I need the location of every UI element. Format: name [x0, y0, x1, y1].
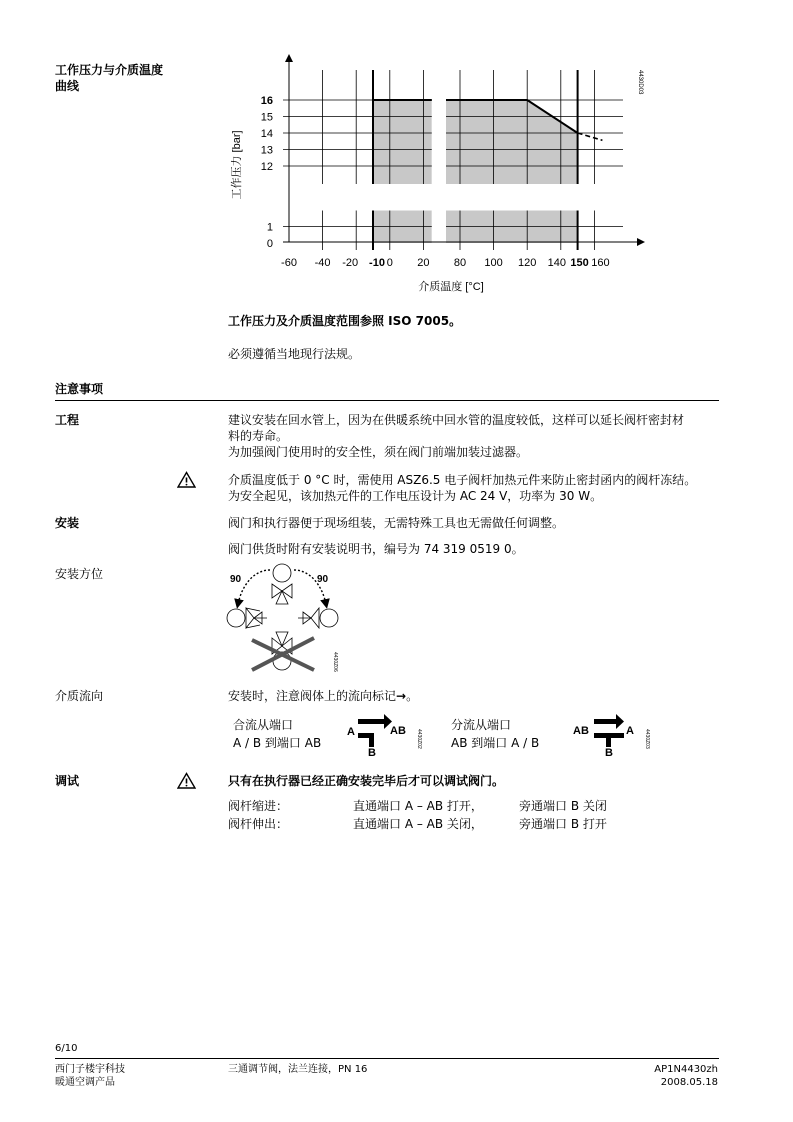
- flow-intro-tail: 。: [406, 689, 419, 703]
- regulation-note: 必须遵循当地现行法规。: [228, 347, 361, 361]
- valve-actuator-top: [273, 564, 291, 582]
- diverting-flow-diagram: [572, 711, 654, 759]
- x-tick--40: -40: [314, 257, 331, 269]
- x-tick-100: 100: [484, 257, 503, 269]
- engineering-warning-line1: 介质温度低于 0 °C 时，需使用 ASZ6.5 电子阀杆加热元件来防止密封函内的阀杆冻结。: [228, 473, 697, 487]
- x-tick-20: 20: [417, 257, 430, 269]
- commissioning-label: 调试: [55, 774, 80, 788]
- orientation-code: 4430Z06: [332, 652, 338, 672]
- diverting-desc: AB 到端口 A / B: [451, 736, 540, 750]
- diverting-arrowhead: [616, 714, 624, 729]
- mixing-desc: A / B 到端口 AB: [233, 736, 322, 750]
- y-tick-1: 1: [266, 221, 273, 234]
- engineering-warning: [228, 472, 723, 504]
- chart-shaded-area: [373, 100, 578, 243]
- engineering-para2: 为加强阀门使用时的安全性，须在阀门前端加装过滤器。: [228, 445, 529, 459]
- engineering-para1-line1: 建议安装在回水管上，因为在供暖系统中回水管的温度较低，这样可以延长阀杆密封材: [228, 413, 685, 427]
- commissioning-row1-c3: 旁通端口 B 关闭: [519, 799, 607, 813]
- engineering-text: [228, 412, 723, 460]
- installation-line1: 阀门和执行器便于现场组装，无需特殊工具也无需做任何调整。: [228, 516, 565, 530]
- x-axis-label: 介质温度 [°C]: [418, 281, 484, 293]
- diverting-pipe-branch: [594, 733, 624, 747]
- x-axis-break: [432, 64, 446, 254]
- x-tick-120: 120: [518, 257, 537, 269]
- valve-body-top: [272, 584, 292, 604]
- pressure-temperature-chart: [225, 50, 665, 300]
- mixing-port-ab: AB: [390, 725, 406, 737]
- chart-code: 4430D03: [637, 70, 643, 95]
- diverting-port-ab: AB: [573, 725, 589, 737]
- y-tick-13: 13: [260, 144, 273, 157]
- mixing-pipe-upper: [358, 719, 384, 724]
- x-tick-160: 160: [591, 257, 610, 269]
- footer-doc-id: AP1N4430zh: [654, 1064, 718, 1075]
- y-tick-0: 0: [266, 238, 273, 250]
- mixing-port-b: B: [368, 747, 376, 759]
- valve-actuator-right: [320, 609, 338, 627]
- footer-company: [55, 1063, 125, 1089]
- footer-product: 三通调节阀，法兰连接，PN 16: [228, 1064, 368, 1075]
- flow-intro: [228, 688, 723, 704]
- x-tick-0: 0: [386, 257, 393, 269]
- chart-section-title: [55, 62, 163, 94]
- commissioning-warning: 只有在执行器已经正确安装完毕后才可以调试阀门。: [228, 774, 505, 788]
- x-tick--60: -60: [281, 257, 297, 269]
- series-line-dashed: [578, 133, 603, 140]
- notes-divider: [55, 400, 719, 401]
- commissioning-row1-c1: 阀杆缩进：: [228, 799, 289, 813]
- notes-heading: 注意事项: [55, 382, 104, 396]
- diverting-port-b: B: [605, 747, 613, 759]
- y-axis-label: 工作压力 [bar]: [231, 130, 243, 200]
- iso-note: 工作压力及介质温度范围参照 ISO 7005。: [228, 314, 462, 328]
- y-tick-14: 14: [260, 128, 273, 140]
- mixing-title: 合流从端口: [233, 718, 294, 732]
- flow-arrow-icon: →: [396, 689, 407, 703]
- footer-company-line2: 暖通空调产品: [55, 1077, 115, 1088]
- page-number: 6/10: [55, 1043, 78, 1054]
- diverting-block: [451, 717, 539, 751]
- footer-date: 2008.05.18: [660, 1077, 718, 1088]
- valve-body-left: [246, 608, 267, 628]
- chart-title-line1: 工作压力与介质温度: [55, 63, 164, 77]
- footer-divider: [55, 1058, 719, 1059]
- footer-doc-info: [560, 1063, 718, 1089]
- valve-actuator-left: [227, 609, 245, 627]
- mixing-port-a: A: [347, 726, 355, 738]
- warning-icon: [177, 471, 196, 488]
- flow-label: 介质流向: [55, 689, 104, 703]
- rotation-arc-left: [238, 570, 270, 604]
- installation-line2: 阀门供货时附有安装说明书，编号为 74 319 0519 0。: [228, 542, 524, 556]
- mixing-pipe-branch: [358, 733, 374, 747]
- y-tick-16: 16: [260, 95, 273, 107]
- engineering-warning-line2: 为安全起见，该加热元件的工作电压设计为 AC 24 V，功率为 30 W。: [228, 489, 603, 503]
- commissioning-row1-c2: 直通端口 A – AB 打开，: [353, 799, 483, 813]
- mixing-block: [233, 717, 321, 751]
- shade-upper-left: [373, 100, 432, 184]
- commissioning-row2-c2: 直通端口 A – AB 关闭，: [353, 817, 483, 831]
- commissioning-row2-c1: 阀杆伸出：: [228, 817, 289, 831]
- mixing-code: 4430Z02: [416, 729, 422, 749]
- flow-intro-text: 安装时，注意阀体上的流向标记: [228, 689, 397, 703]
- diverting-title: 分流从端口: [451, 718, 512, 732]
- engineering-label: 工程: [55, 413, 80, 427]
- orientation-label: 安装方位: [55, 567, 104, 581]
- y-axis-break: [281, 184, 631, 211]
- warning-icon: [177, 772, 196, 789]
- x-tick--10: -10: [369, 257, 385, 269]
- x-tick-140: 140: [547, 257, 566, 269]
- x-tick-80: 80: [453, 257, 467, 269]
- engineering-para1-line2: 料的寿命。: [228, 429, 289, 443]
- y-tick-15: 15: [260, 111, 273, 124]
- valve-body-right: [298, 608, 319, 628]
- x-tick-150: 150: [570, 257, 589, 269]
- y-tick-12: 12: [260, 161, 273, 173]
- orientation-diagram: [224, 560, 344, 676]
- x-tick-labels: [281, 257, 610, 269]
- angle-label-left: 90: [230, 574, 242, 585]
- installation-label: 安装: [55, 516, 80, 530]
- diverting-port-a: A: [626, 725, 634, 737]
- chart-title-line2: 曲线: [55, 79, 80, 93]
- angle-label-right: 90: [317, 574, 329, 585]
- y-tick-labels: [261, 95, 273, 250]
- diverting-code: 4430Z03: [644, 729, 650, 749]
- diverting-pipe-upper: [594, 719, 616, 724]
- shade-upper-slope: [527, 100, 577, 184]
- commissioning-row2-c3: 旁通端口 B 打开: [519, 817, 607, 831]
- mixing-flow-diagram: [344, 711, 426, 759]
- footer-company-line1: 西门子楼宇科技: [55, 1064, 125, 1075]
- x-tick--20: -20: [342, 257, 359, 269]
- shade-upper-right: [446, 100, 527, 184]
